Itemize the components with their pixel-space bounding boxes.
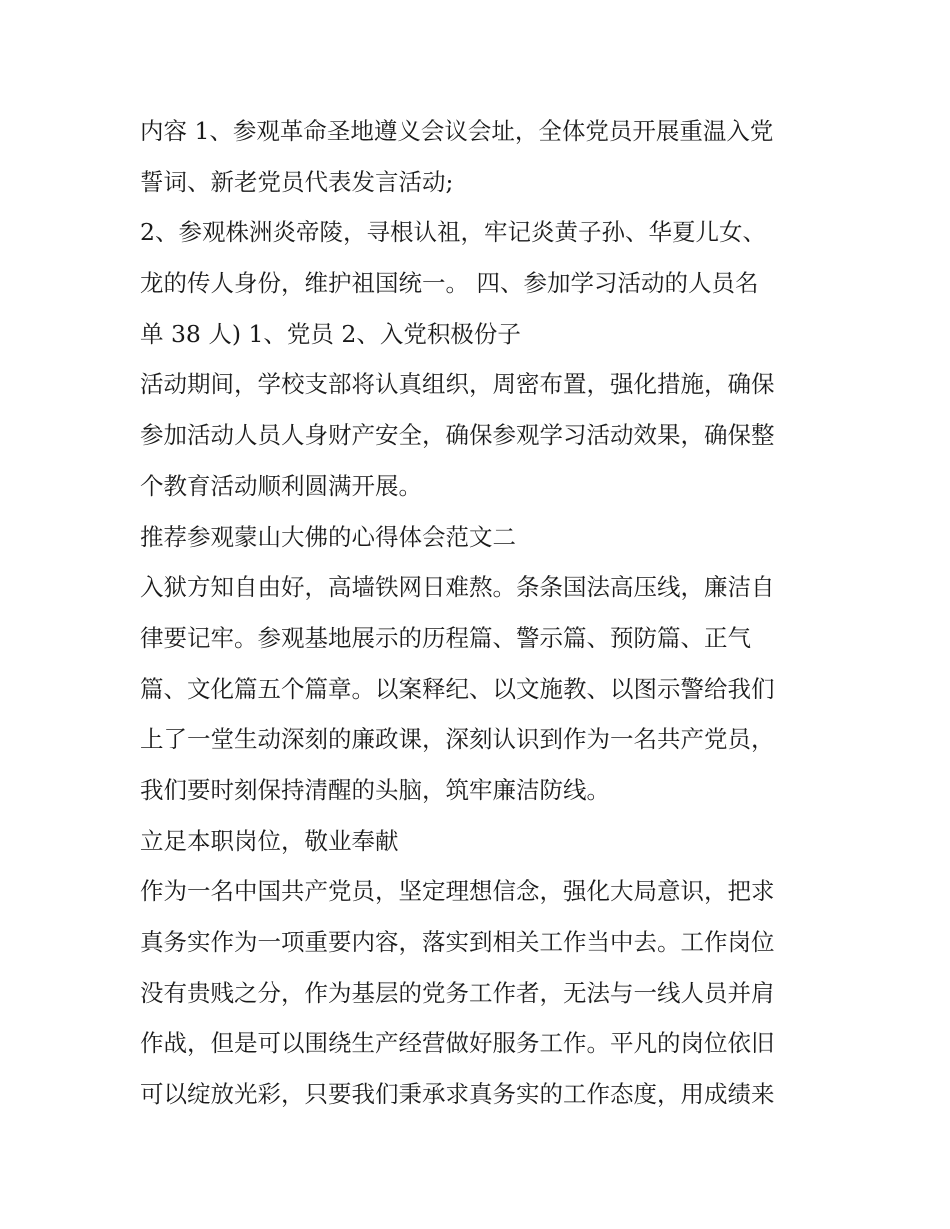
text-line: 没有贵贱之分，作为基层的党务工作者，无法与一线人员并肩 xyxy=(140,978,775,1007)
text-line: 誓词、新老党员代表发言活动; xyxy=(140,167,454,196)
text-line: 上了一堂生动深刻的廉政课，深刻认识到作为一名共产党员， xyxy=(140,725,775,754)
text-line: 篇、文化篇五个篇章。以案释纪、以文施教、以图示警给我们 xyxy=(140,674,775,703)
text-line: 律要记牢。参观基地展示的历程篇、警示篇、预防篇、正气 xyxy=(140,623,751,652)
text-line: 可以绽放光彩，只要我们秉承求真务实的工作态度，用成绩来 xyxy=(140,1080,775,1109)
section-heading: 立足本职岗位，敬业奉献 xyxy=(140,826,399,855)
text-line: 内容 1、参观革命圣地遵义会议会址，全体党员开展重温入党 xyxy=(140,117,774,145)
text-line: 2、参观株洲炎帝陵，寻根认祖，牢记炎黄子孙、华夏儿女、 xyxy=(140,218,766,247)
text-line: 个教育活动顺利圆满开展。 xyxy=(140,471,422,500)
text-line: 真务实作为一项重要内容，落实到相关工作当中去。工作岗位 xyxy=(140,928,775,956)
text-line: 龙的传人身份，维护祖国统一。 四、参加学习活动的人员名 xyxy=(140,269,759,298)
text-line: 参加活动人员人身财产安全，确保参观学习活动效果，确保整 xyxy=(140,421,775,450)
text-line: 活动期间，学校支部将认真组织，周密布置，强化措施，确保 xyxy=(140,370,775,399)
text-line: 我们要时刻保持清醒的头脑，筑牢廉洁防线。 xyxy=(140,775,610,804)
document-body xyxy=(140,106,820,1120)
text-line: 作为一名中国共产党员，坚定理想信念，强化大局意识，把求 xyxy=(140,877,775,906)
text-line: 单 38 人) 1、党员 2、入党积极份子 xyxy=(140,319,521,348)
text-line: 作战，但是可以围绕生产经营做好服务工作。平凡的岗位依旧 xyxy=(140,1029,775,1058)
text-line: 入狱方知自由好，高墙铁网日难熬。条条国法高压线，廉洁自 xyxy=(140,573,775,602)
section-heading: 推荐参观蒙山大佛的心得体会范文二 xyxy=(140,522,516,551)
